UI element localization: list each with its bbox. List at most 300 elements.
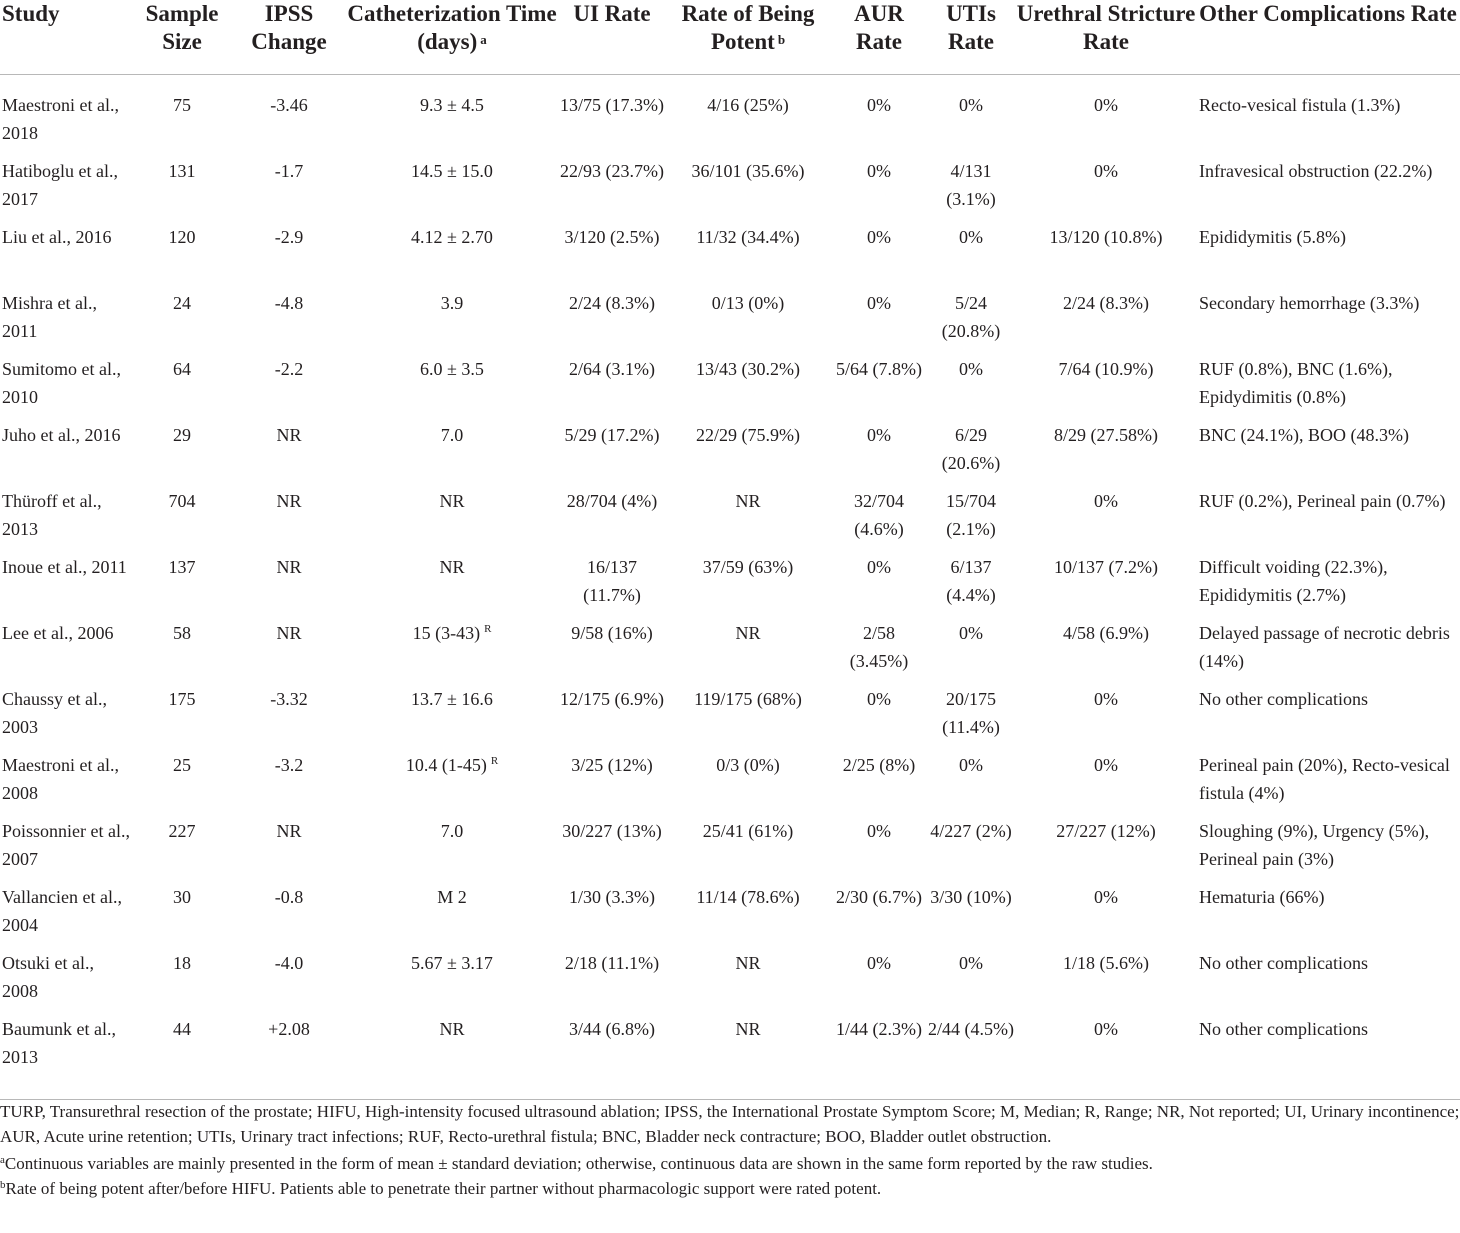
- cell-ipss-change: [234, 75, 344, 158]
- cell-study: [0, 355, 130, 421]
- cell-ui-rate-text: 16/137 (11.7%): [583, 557, 641, 605]
- cell-ui-rate-text: 2/64 (3.1%): [569, 359, 655, 379]
- cell-ui-rate: [560, 75, 664, 158]
- cell-utis-rate: [926, 1015, 1016, 1100]
- header-catheterization-time: Catheterization Time (days) $^a$: [344, 0, 560, 75]
- cell-ipss-change: [234, 817, 344, 883]
- cell-ui-rate: [560, 487, 664, 553]
- cell-other-complications-text: No other complications: [1199, 689, 1368, 709]
- cell-utis-rate: [926, 421, 1016, 487]
- cell-potent-rate-text: NR: [735, 491, 761, 511]
- table-row: [0, 157, 1460, 223]
- cell-utis-rate-text: 6/29 (20.6%): [941, 425, 1001, 473]
- cell-aur-rate: [832, 751, 926, 817]
- cell-sample-size-text: 18: [173, 953, 191, 973]
- cell-aur-rate-text: 32/704 (4.6%): [853, 491, 904, 539]
- cell-stricture-rate: [1016, 223, 1196, 289]
- cell-ui-rate: [560, 553, 664, 619]
- cell-other-complications: [1196, 685, 1460, 751]
- cell-aur-rate: [832, 619, 926, 685]
- cell-sample-size-text: 131: [168, 161, 196, 181]
- cell-stricture-rate-text: 0%: [1094, 887, 1118, 907]
- cell-stricture-rate-text: 0%: [1094, 491, 1118, 511]
- cell-catheterization-time-text: 3.9: [440, 293, 464, 313]
- cell-ipss-change-text: -0.8: [274, 887, 304, 907]
- cell-ui-rate: [560, 619, 664, 685]
- table-row: [0, 619, 1460, 685]
- cell-ipss-change-text: NR: [276, 425, 302, 445]
- header-sample-size: Sample Size: [130, 0, 234, 75]
- header-utis-rate: UTIs Rate: [926, 0, 1016, 75]
- table-row: [0, 75, 1460, 158]
- header-study: Study: [0, 0, 130, 75]
- cell-potent-rate: [664, 355, 832, 421]
- cell-aur-rate-text: 0%: [867, 227, 891, 247]
- cell-ipss-change-text: -2.9: [274, 227, 304, 247]
- cell-stricture-rate: [1016, 751, 1196, 817]
- cell-study-text: Poissonnier et al., 2007: [2, 821, 130, 869]
- cell-catheterization-time-text: NR: [439, 491, 465, 511]
- cell-sample-size: [130, 553, 234, 619]
- cell-catheterization-time: [344, 157, 560, 223]
- cell-stricture-rate: [1016, 685, 1196, 751]
- cell-catheterization-time: [344, 817, 560, 883]
- cell-stricture-rate-text: 7/64 (10.9%): [1058, 359, 1154, 379]
- cell-study: [0, 883, 130, 949]
- cell-aur-rate: [832, 75, 926, 158]
- footnote-a-marker: a: [0, 1154, 5, 1166]
- cell-potent-rate-text: 0/13 (0%): [711, 293, 785, 313]
- cell-study-text: Chaussy et al., 2003: [2, 689, 107, 737]
- cell-other-complications-text: No other complications: [1199, 953, 1368, 973]
- cell-catheterization-time: [344, 223, 560, 289]
- cell-utis-rate-text: 4/227 (2%): [930, 821, 1012, 841]
- header-ipss-change: IPSS Change: [234, 0, 344, 75]
- cell-aur-rate-text: 2/25 (8%): [842, 755, 916, 775]
- cell-ui-rate-text: 1/30 (3.3%): [569, 887, 655, 907]
- cell-ipss-change: [234, 619, 344, 685]
- cell-sample-size-text: 227: [168, 821, 196, 841]
- cell-catheterization-time-text: NR: [439, 557, 465, 577]
- cell-study-text: Otsuki et al., 2008: [2, 953, 94, 1001]
- cell-ui-rate-text: 13/75 (17.3%): [560, 95, 664, 115]
- table-row: [0, 817, 1460, 883]
- cell-catheterization-time-text: 7.0: [440, 821, 464, 841]
- cell-potent-rate: [664, 75, 832, 158]
- cell-potent-rate: [664, 817, 832, 883]
- cell-other-complications-text: Delayed passage of necrotic debris (14%): [1199, 623, 1450, 671]
- cell-study-text: Juho et al., 2016: [2, 425, 121, 445]
- cell-potent-rate-text: 0/3 (0%): [716, 755, 780, 775]
- cell-sample-size: [130, 157, 234, 223]
- cell-catheterization-time-text: NR: [439, 1019, 465, 1039]
- cell-ipss-change: [234, 553, 344, 619]
- cell-ipss-change: [234, 883, 344, 949]
- table-row: [0, 751, 1460, 817]
- cell-study-text: Maestroni et al., 2008: [2, 755, 119, 803]
- cell-ipss-change-text: -2.2: [274, 359, 304, 379]
- table-body: [0, 75, 1460, 1100]
- cell-stricture-rate: [1016, 949, 1196, 1015]
- footnote-b-text: Rate of being potent after/before HIFU. Patients able to penetrate their partner without pharmacologic support were rated potent.: [5, 1179, 882, 1198]
- cell-ipss-change: [234, 685, 344, 751]
- footnote-a: [0, 1151, 1460, 1176]
- cell-catheterization-time: [344, 751, 560, 817]
- cell-potent-rate: [664, 1015, 832, 1100]
- cell-utis-rate-text: 0%: [959, 95, 983, 115]
- cell-aur-rate: [832, 223, 926, 289]
- cell-aur-rate-text: 0%: [867, 557, 891, 577]
- header-potent-rate: Rate of Being Potent $^b$: [664, 0, 832, 75]
- cell-sample-size-text: 120: [168, 227, 196, 247]
- cell-potent-rate-text: 13/43 (30.2%): [696, 359, 800, 379]
- cell-potent-rate-text: 11/32 (34.4%): [696, 227, 800, 247]
- cell-utis-rate: [926, 355, 1016, 421]
- cell-sample-size-text: 29: [173, 425, 191, 445]
- cell-study: [0, 289, 130, 355]
- cell-ui-rate-text: 3/120 (2.5%): [564, 227, 660, 247]
- cell-ipss-change: [234, 421, 344, 487]
- cell-study-text: Mishra et al., 2011: [2, 293, 97, 341]
- cell-aur-rate-text: 0%: [867, 821, 891, 841]
- cell-utis-rate-text: 5/24 (20.8%): [941, 293, 1001, 341]
- cell-other-complications: [1196, 751, 1460, 817]
- cell-catheterization-time: [344, 421, 560, 487]
- cell-sample-size-text: 25: [173, 755, 191, 775]
- cell-aur-rate-text: 0%: [867, 425, 891, 445]
- cell-catheterization-time: [344, 75, 560, 158]
- cell-aur-rate: [832, 157, 926, 223]
- cell-aur-rate-text: 1/44 (2.3%): [836, 1019, 922, 1039]
- cell-ipss-change: [234, 355, 344, 421]
- cell-ui-rate-text: 2/24 (8.3%): [569, 293, 655, 313]
- cell-aur-rate-text: 2/30 (6.7%): [836, 887, 922, 907]
- cell-potent-rate-text: 11/14 (78.6%): [696, 887, 800, 907]
- cell-study-text: Baumunk et al., 2013: [2, 1019, 116, 1067]
- cell-sample-size-text: 75: [173, 95, 191, 115]
- cell-stricture-rate: [1016, 157, 1196, 223]
- cell-ui-rate: [560, 949, 664, 1015]
- cell-catheterization-time: [344, 553, 560, 619]
- cell-other-complications-text: Sloughing (9%), Urgency (5%), Perineal pain (3%): [1199, 821, 1430, 869]
- cell-other-complications-text: Recto-vesical fistula (1.3%): [1199, 95, 1401, 115]
- cell-ui-rate: [560, 157, 664, 223]
- cell-other-complications-text: Difficult voiding (22.3%), Epididymitis (2.7%): [1199, 557, 1388, 605]
- cell-potent-rate-text: NR: [735, 953, 761, 973]
- cell-sample-size: [130, 751, 234, 817]
- cell-other-complications-text: Infravesical obstruction (22.2%): [1199, 161, 1433, 181]
- cell-aur-rate: [832, 1015, 926, 1100]
- cell-utis-rate-text: 0%: [959, 953, 983, 973]
- cell-catheterization-time-text: 9.3 ± 4.5: [420, 95, 484, 115]
- cell-ipss-change-text: NR: [276, 491, 302, 511]
- cell-stricture-rate-text: 0%: [1094, 689, 1118, 709]
- cell-study: [0, 223, 130, 289]
- cell-aur-rate: [832, 553, 926, 619]
- cell-stricture-rate-text: 4/58 (6.9%): [1063, 623, 1149, 643]
- cell-catheterization-time: [344, 355, 560, 421]
- cell-other-complications-text: Perineal pain (20%), Recto-vesical fistula (4%): [1199, 755, 1450, 803]
- header-other-complications: Other Complications Rate: [1196, 0, 1460, 75]
- cell-study-text: Hatiboglu et al., 2017: [2, 161, 118, 209]
- cell-stricture-rate-text: 0%: [1094, 755, 1118, 775]
- cell-aur-rate: [832, 355, 926, 421]
- table-row: [0, 883, 1460, 949]
- cell-ui-rate-text: 3/25 (12%): [571, 755, 653, 775]
- table-row: [0, 685, 1460, 751]
- cell-catheterization-time: [344, 949, 560, 1015]
- table-row: [0, 355, 1460, 421]
- cell-stricture-rate: [1016, 421, 1196, 487]
- cell-stricture-rate: [1016, 817, 1196, 883]
- cell-potent-rate-text: NR: [735, 623, 761, 643]
- footnote-b: [0, 1176, 1460, 1201]
- cell-sample-size: [130, 949, 234, 1015]
- cell-ui-rate-text: 2/18 (11.1%): [564, 953, 660, 973]
- cell-utis-rate-text: 4/131 (3.1%): [946, 161, 996, 209]
- cell-ipss-change-text: NR: [276, 623, 302, 643]
- cell-potent-rate-text: 36/101 (35.6%): [691, 161, 805, 181]
- cell-study: [0, 751, 130, 817]
- cell-aur-rate: [832, 289, 926, 355]
- cell-stricture-rate-text: 8/29 (27.58%): [1054, 425, 1158, 445]
- cell-potent-rate-text: 25/41 (61%): [702, 821, 794, 841]
- cell-study: [0, 487, 130, 553]
- table-row: [0, 223, 1460, 289]
- footnote-b-marker: b: [0, 1179, 6, 1191]
- cell-other-complications-text: Hematuria (66%): [1199, 887, 1325, 907]
- cell-ipss-change-text: -4.0: [274, 953, 304, 973]
- header-aur-rate: AUR Rate: [832, 0, 926, 75]
- cell-utis-rate-text: 2/44 (4.5%): [928, 1019, 1014, 1039]
- header-stricture-rate: Urethral Stricture Rate: [1016, 0, 1196, 75]
- cell-other-complications: [1196, 949, 1460, 1015]
- cell-utis-rate: [926, 751, 1016, 817]
- cell-stricture-rate-text: 13/120 (10.8%): [1049, 227, 1163, 247]
- cell-study: [0, 817, 130, 883]
- cell-ipss-change: [234, 487, 344, 553]
- cell-catheterization-time-text: 15 (3-43): [412, 623, 481, 643]
- cell-ui-rate-text: 9/58 (16%): [571, 623, 653, 643]
- cell-other-complications: [1196, 289, 1460, 355]
- cell-potent-rate: [664, 289, 832, 355]
- cell-utis-rate: [926, 817, 1016, 883]
- cell-aur-rate-text: 2/58 (3.45%): [849, 623, 909, 671]
- cell-stricture-rate-text: 27/227 (12%): [1056, 821, 1156, 841]
- cell-sample-size-text: 64: [173, 359, 191, 379]
- cell-study-text: Inoue et al., 2011: [2, 557, 127, 577]
- cell-potent-rate: [664, 223, 832, 289]
- cell-utis-rate-text: 20/175 (11.4%): [942, 689, 1000, 737]
- cell-catheterization-time-text: M 2: [437, 887, 467, 907]
- cell-sample-size: [130, 289, 234, 355]
- cell-utis-rate-text: 3/30 (10%): [930, 887, 1012, 907]
- cell-ui-rate-text: 30/227 (13%): [562, 821, 662, 841]
- cell-aur-rate-text: 0%: [867, 689, 891, 709]
- cell-potent-rate: [664, 751, 832, 817]
- cell-utis-rate: [926, 553, 1016, 619]
- cell-potent-rate-text: 22/29 (75.9%): [696, 425, 800, 445]
- cell-utis-rate: [926, 157, 1016, 223]
- cell-study-text: Thüroff et al., 2013: [2, 491, 102, 539]
- cell-other-complications: [1196, 553, 1460, 619]
- cell-ipss-change: [234, 223, 344, 289]
- cell-aur-rate-text: 0%: [867, 953, 891, 973]
- cell-ui-rate: [560, 421, 664, 487]
- cell-sample-size-text: 30: [173, 887, 191, 907]
- cell-potent-rate-text: NR: [735, 1019, 761, 1039]
- table-row: [0, 1015, 1460, 1100]
- cell-potent-rate: [664, 685, 832, 751]
- cell-other-complications-text: RUF (0.2%), Perineal pain (0.7%): [1199, 491, 1446, 511]
- cell-utis-rate: [926, 949, 1016, 1015]
- table-row: [0, 553, 1460, 619]
- cell-study: [0, 949, 130, 1015]
- cell-catheterization-time-text: 4.12 ± 2.70: [411, 227, 493, 247]
- cell-stricture-rate: [1016, 487, 1196, 553]
- table-row: [0, 421, 1460, 487]
- cell-ipss-change: [234, 949, 344, 1015]
- cell-potent-rate: [664, 949, 832, 1015]
- cell-study: [0, 75, 130, 158]
- cell-other-complications-text: No other complications: [1199, 1019, 1368, 1039]
- cell-other-complications: [1196, 75, 1460, 158]
- cell-aur-rate: [832, 883, 926, 949]
- footnote-a-text: Continuous variables are mainly presented in the form of mean ± standard deviation; otherwise, continuous data are shown in the same form reported by the raw studies.: [4, 1154, 1153, 1173]
- cell-aur-rate: [832, 817, 926, 883]
- footnote-marker-b: b: [777, 32, 786, 47]
- cell-sample-size: [130, 1015, 234, 1100]
- range-marker: R: [490, 755, 499, 767]
- cell-stricture-rate-text: 0%: [1094, 1019, 1118, 1039]
- cell-stricture-rate: [1016, 289, 1196, 355]
- cell-study: [0, 553, 130, 619]
- cell-study: [0, 1015, 130, 1100]
- cell-ipss-change-text: -3.46: [270, 95, 308, 115]
- cell-aur-rate-text: 0%: [867, 293, 891, 313]
- cell-stricture-rate-text: 0%: [1094, 95, 1118, 115]
- cell-aur-rate-text: 0%: [867, 95, 891, 115]
- cell-sample-size-text: 137: [168, 557, 196, 577]
- cell-stricture-rate-text: 0%: [1094, 161, 1118, 181]
- cell-ipss-change-text: -3.2: [274, 755, 304, 775]
- range-marker: R: [484, 623, 492, 635]
- cell-study: [0, 421, 130, 487]
- cell-aur-rate: [832, 949, 926, 1015]
- cell-aur-rate-text: 5/64 (7.8%): [836, 359, 922, 379]
- cell-catheterization-time: [344, 883, 560, 949]
- table-row: [0, 487, 1460, 553]
- cell-study: [0, 619, 130, 685]
- cell-ui-rate: [560, 817, 664, 883]
- cell-ipss-change: [234, 289, 344, 355]
- cell-stricture-rate: [1016, 619, 1196, 685]
- cell-other-complications: [1196, 619, 1460, 685]
- cell-ipss-change-text: +2.08: [268, 1019, 310, 1039]
- cell-potent-rate: [664, 619, 832, 685]
- cell-ipss-change: [234, 751, 344, 817]
- cell-study-text: Liu et al., 2016: [2, 227, 112, 247]
- cell-other-complications: [1196, 817, 1460, 883]
- cell-utis-rate: [926, 289, 1016, 355]
- cell-ipss-change-text: NR: [276, 557, 302, 577]
- cell-catheterization-time: [344, 619, 560, 685]
- cell-potent-rate: [664, 421, 832, 487]
- cell-other-complications: [1196, 157, 1460, 223]
- cell-stricture-rate-text: 2/24 (8.3%): [1063, 293, 1149, 313]
- cell-sample-size: [130, 355, 234, 421]
- cell-other-complications: [1196, 883, 1460, 949]
- cell-utis-rate: [926, 619, 1016, 685]
- cell-ui-rate: [560, 355, 664, 421]
- cell-stricture-rate: [1016, 883, 1196, 949]
- cell-catheterization-time-text: 14.5 ± 15.0: [411, 161, 493, 181]
- abbreviations-note: TURP, Transurethral resection of the prostate; HIFU, High-intensity focused ultrasound ablation; IPSS, the International Prostate Symptom Score; M, Median; R, Range; NR, Not reported; UI, Urinary incontinence; AUR, Acute urine retention; UTIs, Urinary tract infections; RUF, Recto-urethral fistula; BNC, Bladder neck contracture; BOO, Bladder outlet obstruction.: [0, 1102, 1460, 1146]
- cell-stricture-rate-text: 1/18 (5.6%): [1063, 953, 1149, 973]
- cell-stricture-rate-text: 10/137 (7.2%): [1054, 557, 1158, 577]
- cell-catheterization-time-text: 5.67 ± 3.17: [411, 953, 493, 973]
- header-ui-rate: UI Rate: [560, 0, 664, 75]
- cell-other-complications-text: BNC (24.1%), BOO (48.3%): [1199, 425, 1409, 445]
- cell-sample-size: [130, 883, 234, 949]
- cell-other-complications-text: RUF (0.8%), BNC (1.6%), Epidydimitis (0.8%): [1199, 359, 1393, 407]
- cell-utis-rate: [926, 75, 1016, 158]
- cell-potent-rate-text: 4/16 (25%): [707, 95, 789, 115]
- cell-utis-rate-text: 0%: [959, 227, 983, 247]
- cell-other-complications: [1196, 487, 1460, 553]
- cell-ipss-change: [234, 1015, 344, 1100]
- cell-ui-rate: [560, 883, 664, 949]
- table-footnotes: [0, 1099, 1460, 1201]
- cell-catheterization-time-text: 6.0 ± 3.5: [420, 359, 484, 379]
- cell-other-complications: [1196, 1015, 1460, 1100]
- cell-utis-rate: [926, 487, 1016, 553]
- cell-aur-rate: [832, 487, 926, 553]
- cell-other-complications-text: Epididymitis (5.8%): [1199, 227, 1346, 247]
- cell-potent-rate-text: 119/175 (68%): [694, 689, 802, 709]
- cell-aur-rate: [832, 685, 926, 751]
- cell-ui-rate-text: 12/175 (6.9%): [560, 689, 664, 709]
- cell-utis-rate-text: 6/137 (4.4%): [946, 557, 996, 605]
- cell-other-complications-text: Secondary hemorrhage (3.3%): [1199, 293, 1420, 313]
- cell-ui-rate: [560, 685, 664, 751]
- cell-ipss-change-text: -1.7: [274, 161, 304, 181]
- cell-study: [0, 157, 130, 223]
- cell-ui-rate-text: 5/29 (17.2%): [564, 425, 660, 445]
- table-row: [0, 949, 1460, 1015]
- cell-stricture-rate: [1016, 75, 1196, 158]
- cell-sample-size: [130, 75, 234, 158]
- cell-utis-rate-text: 0%: [959, 755, 983, 775]
- cell-sample-size-text: 44: [173, 1019, 191, 1039]
- cell-ipss-change: [234, 157, 344, 223]
- cell-catheterization-time-text: 7.0: [440, 425, 464, 445]
- cell-sample-size: [130, 223, 234, 289]
- table-row: [0, 289, 1460, 355]
- cell-study-text: Maestroni et al., 2018: [2, 95, 119, 143]
- cell-catheterization-time: [344, 487, 560, 553]
- cell-ipss-change-text: -4.8: [274, 293, 304, 313]
- cell-utis-rate-text: 0%: [959, 623, 983, 643]
- cell-ui-rate: [560, 751, 664, 817]
- cell-catheterization-time-text: 13.7 ± 16.6: [411, 689, 493, 709]
- cell-ipss-change-text: -3.32: [270, 689, 308, 709]
- cell-other-complications: [1196, 421, 1460, 487]
- cell-ui-rate: [560, 1015, 664, 1100]
- cell-utis-rate: [926, 685, 1016, 751]
- cell-catheterization-time-text: 10.4 (1-45): [405, 755, 487, 775]
- cell-sample-size: [130, 619, 234, 685]
